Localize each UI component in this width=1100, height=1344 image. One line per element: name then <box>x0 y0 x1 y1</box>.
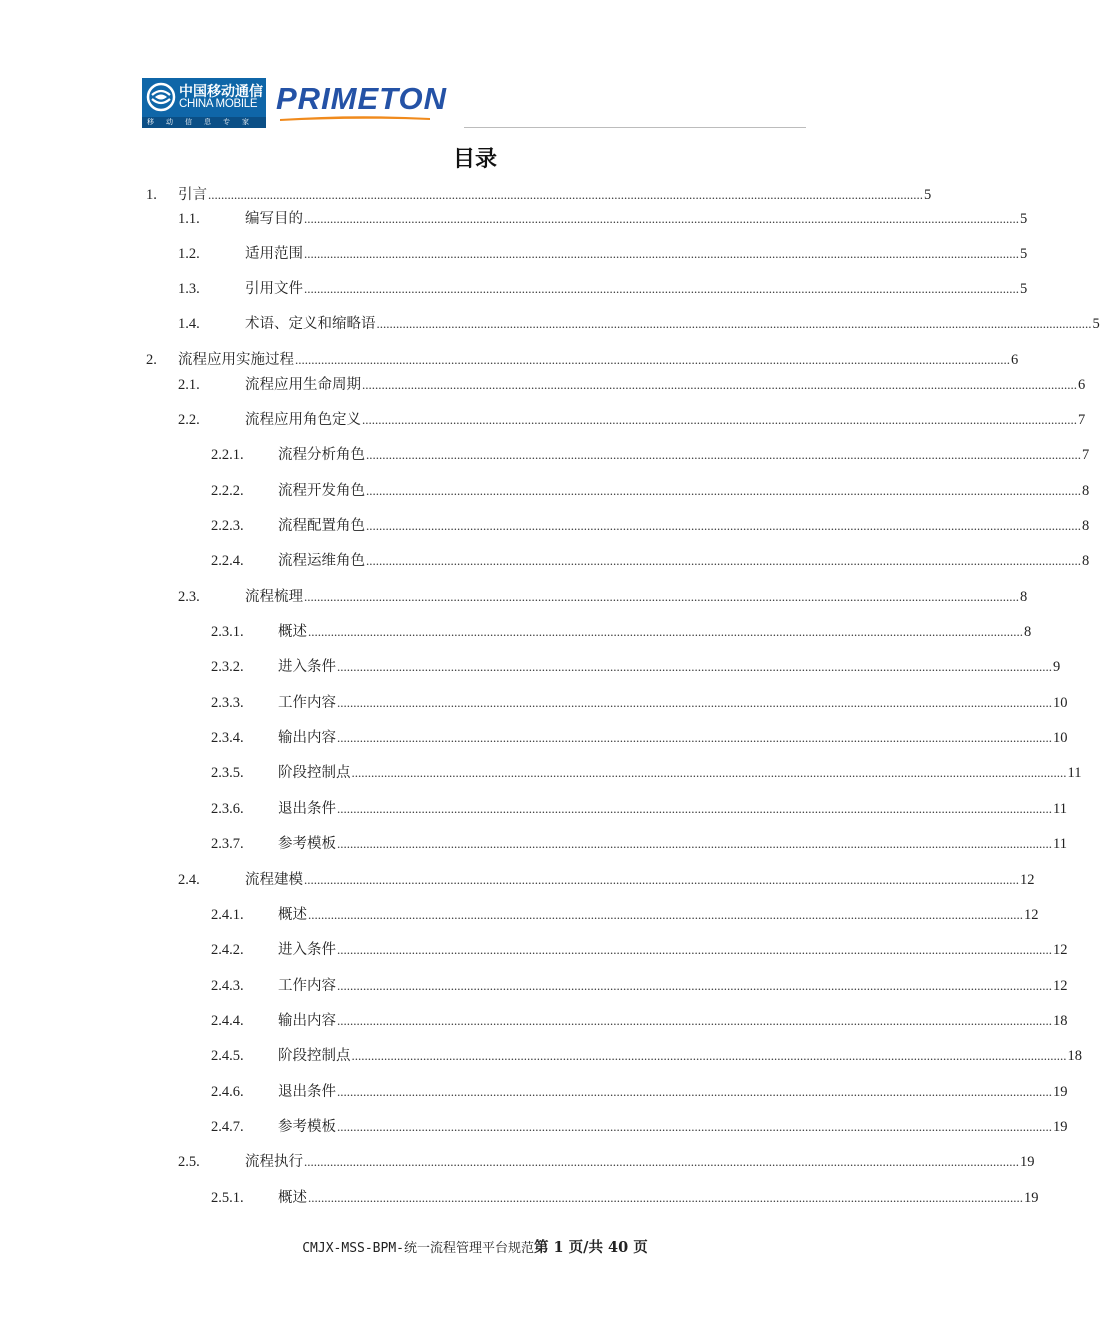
page-footer <box>0 1236 950 1257</box>
toc-entry-page: 7 <box>1082 447 1090 463</box>
toc-entry-leader <box>278 798 1067 820</box>
toc-entry[interactable] <box>0 480 1090 502</box>
toc-entry-number: 1.1. <box>178 211 200 227</box>
toc-dot-leader: ............................................................................................................................................................................................................................ <box>337 695 1052 710</box>
toc-entry-title[interactable]: 流程应用实施过程 <box>178 352 294 368</box>
toc-entry-number: 1.2. <box>178 246 200 262</box>
toc-entry-leader <box>278 904 1039 926</box>
toc-entry[interactable] <box>0 313 1100 335</box>
page-header <box>142 78 806 130</box>
toc-entry-title[interactable]: 输出内容 <box>278 1013 336 1029</box>
toc-entry-number: 1.3. <box>178 281 200 297</box>
toc-entry-title[interactable]: 输出内容 <box>278 730 336 746</box>
toc-entry[interactable] <box>0 727 1068 749</box>
primeton-logo <box>276 81 462 123</box>
toc-entry[interactable] <box>0 1081 1068 1103</box>
toc-entry[interactable] <box>0 409 1086 431</box>
toc-entry[interactable] <box>0 692 1068 714</box>
toc-entry-leader <box>278 692 1068 714</box>
toc-entry-leader <box>245 374 1086 396</box>
toc-entry-title[interactable]: 流程运维角色 <box>278 553 365 569</box>
toc-entry-number: 2.3. <box>178 589 200 605</box>
toc-entry-title[interactable]: 术语、定义和缩略语 <box>245 316 376 332</box>
toc-entry-title[interactable]: 概述 <box>278 1190 307 1206</box>
toc-entry-leader <box>278 656 1061 678</box>
toc-dot-leader: ............................................................................................................................................................................................................................ <box>362 412 1077 427</box>
toc-dot-leader: ............................................................................................................................................................................................................................ <box>308 907 1023 922</box>
toc-entry-number: 2. <box>146 352 157 368</box>
toc-entry-number: 2.3.2. <box>211 659 244 675</box>
toc-entry-title[interactable]: 概述 <box>278 624 307 640</box>
toc-entry-number: 2.1. <box>178 377 200 393</box>
toc-entry-leader <box>278 515 1090 537</box>
toc-dot-leader: ............................................................................................................................................................................................................................ <box>304 872 1019 887</box>
toc-dot-leader: ............................................................................................................................................................................................................................ <box>337 1119 1052 1134</box>
toc-entry[interactable] <box>0 515 1090 537</box>
toc-entry-page: 12 <box>1020 872 1035 888</box>
toc-entry-title[interactable]: 退出条件 <box>278 1084 336 1100</box>
toc-entry-leader <box>278 833 1067 855</box>
toc-entry[interactable] <box>0 621 1032 643</box>
toc-entry-number: 2.5.1. <box>211 1190 244 1206</box>
toc-entry-leader <box>245 278 1028 300</box>
toc-entry[interactable] <box>0 374 1086 396</box>
toc-entry-number: 2.2.4. <box>211 553 244 569</box>
toc-entry-leader <box>278 621 1032 643</box>
toc-dot-leader: ............................................................................................................................................................................................................................ <box>337 730 1052 745</box>
toc-entry-number: 2.4.1. <box>211 907 244 923</box>
toc-entry-title[interactable]: 流程分析角色 <box>278 447 365 463</box>
toc-entry-leader <box>278 975 1068 997</box>
toc-entry-number: 2.3.1. <box>211 624 244 640</box>
toc-dot-leader: ............................................................................................................................................................................................................................ <box>304 281 1019 296</box>
toc-entry-number: 2.4.2. <box>211 942 244 958</box>
toc-entry-page: 5 <box>1020 246 1028 262</box>
toc-entry-page: 8 <box>1082 518 1090 534</box>
toc-entry-title[interactable]: 参考模板 <box>278 836 336 852</box>
toc-entry-title[interactable]: 适用范围 <box>245 246 303 262</box>
toc-entry-title[interactable]: 参考模板 <box>278 1119 336 1135</box>
toc-entry-number: 2.3.5. <box>211 765 244 781</box>
toc-entry-page: 12 <box>1053 942 1068 958</box>
toc-entry-title[interactable]: 工作内容 <box>278 978 336 994</box>
toc-entry-title[interactable]: 工作内容 <box>278 695 336 711</box>
toc-dot-leader: ............................................................................................................................................................................................................................ <box>337 942 1052 957</box>
toc-entry-number: 2.4.5. <box>211 1048 244 1064</box>
toc-entry-page: 10 <box>1053 695 1068 711</box>
toc-entry[interactable] <box>0 184 950 206</box>
toc-entry-page: 11 <box>1053 801 1067 817</box>
toc-entry-page: 18 <box>1053 1013 1068 1029</box>
logo-cn-text: 中国移动通信 <box>179 84 263 100</box>
toc-entry[interactable] <box>0 243 1028 265</box>
toc-entry-leader <box>245 586 1028 608</box>
toc-entry-leader <box>278 1045 1082 1067</box>
logo-tagline: 移动信息专家 <box>142 117 266 128</box>
toc-dot-leader: ............................................................................................................................................................................................................................ <box>304 211 1019 226</box>
toc-dot-leader: ............................................................................................................................................................................................................................ <box>337 836 1052 851</box>
toc-dot-leader: ............................................................................................................................................................................................................................ <box>351 765 1067 780</box>
toc-entry[interactable] <box>0 833 1067 855</box>
toc-entry-page: 12 <box>1053 978 1068 994</box>
toc-entry[interactable] <box>0 656 1061 678</box>
toc-entry[interactable] <box>0 586 1028 608</box>
toc-entry-title[interactable]: 流程建模 <box>245 872 303 888</box>
toc-entry-page: 5 <box>1020 211 1028 227</box>
toc-entry-title[interactable]: 编写目的 <box>245 211 303 227</box>
toc-entry-number: 2.3.4. <box>211 730 244 746</box>
toc-entry[interactable] <box>0 278 1028 300</box>
toc-entry[interactable] <box>0 1010 1068 1032</box>
toc-dot-leader: ............................................................................................................................................................................................................................ <box>351 1048 1067 1063</box>
toc-entry-leader <box>245 1151 1035 1173</box>
toc-entry-page: 8 <box>1082 483 1090 499</box>
toc-entry-number: 2.4.3. <box>211 978 244 994</box>
toc-entry-number: 1.4. <box>178 316 200 332</box>
toc-entry[interactable] <box>0 1187 1039 1209</box>
footer-page-info: 第 1 页/共 40 页 <box>533 1239 648 1256</box>
toc-entry-number: 2.4.4. <box>211 1013 244 1029</box>
primeton-wordmark: PRIMETON <box>276 81 448 116</box>
toc-entry-leader <box>245 869 1035 891</box>
toc-entry[interactable] <box>0 975 1068 997</box>
toc-dot-leader: ............................................................................................................................................................................................................................ <box>308 1190 1023 1205</box>
toc-dot-leader: ............................................................................................................................................................................................................................ <box>366 483 1081 498</box>
toc-entry[interactable] <box>0 1151 1035 1173</box>
toc-entry-page: 11 <box>1053 836 1067 852</box>
toc-dot-leader: ............................................................................................................................................................................................................................ <box>295 352 1010 367</box>
toc-entry-title[interactable]: 阶段控制点 <box>278 1048 351 1064</box>
toc-entry[interactable] <box>0 939 1068 961</box>
toc-entry-page: 11 <box>1067 765 1082 781</box>
toc-entry-leader <box>278 762 1082 784</box>
toc-entry-number: 2.4.6. <box>211 1084 244 1100</box>
toc-entry-leader <box>178 184 932 206</box>
toc-entry-page: 8 <box>1082 553 1090 569</box>
toc-entry-leader <box>178 349 1019 371</box>
china-mobile-logo <box>142 78 266 128</box>
toc-entry-title[interactable]: 退出条件 <box>278 801 336 817</box>
china-mobile-emblem-icon <box>146 82 176 112</box>
toc-entry-number: 2.3.7. <box>211 836 244 852</box>
toc-dot-leader: ............................................................................................................................................................................................................................ <box>304 1154 1019 1169</box>
toc-dot-leader: ............................................................................................................................................................................................................................ <box>337 1084 1052 1099</box>
toc-dot-leader: ............................................................................................................................................................................................................................ <box>366 553 1081 568</box>
toc-entry-leader <box>278 939 1068 961</box>
header-divider <box>464 127 806 128</box>
footer-doc-id: CMJX-MSS-BPM-统一流程管理平台规范 <box>302 1241 534 1256</box>
toc-entry-title[interactable]: 流程应用角色定义 <box>245 412 361 428</box>
toc-dot-leader: ............................................................................................................................................................................................................................ <box>337 801 1052 816</box>
toc-entry-page: 5 <box>1020 281 1028 297</box>
toc-dot-leader: ............................................................................................................................................................................................................................ <box>337 978 1052 993</box>
toc-entry-page: 7 <box>1078 412 1086 428</box>
toc-entry-leader <box>278 1116 1068 1138</box>
toc-entry-page: 12 <box>1024 907 1039 923</box>
toc-entry-title[interactable]: 流程配置角色 <box>278 518 365 534</box>
toc-entry-page: 18 <box>1067 1048 1082 1064</box>
toc-entry-number: 2.4. <box>178 872 200 888</box>
toc-entry-title[interactable]: 进入条件 <box>278 659 336 675</box>
toc-entry-page: 8 <box>1024 624 1032 640</box>
toc-entry-page: 10 <box>1053 730 1068 746</box>
toc-entry[interactable] <box>0 208 1028 230</box>
toc-entry-title[interactable]: 引用文件 <box>245 281 303 297</box>
toc-entry-page: 8 <box>1020 589 1028 605</box>
toc-entry-leader <box>245 409 1086 431</box>
toc-entry[interactable] <box>0 1045 1082 1067</box>
toc-entry-leader <box>245 208 1028 230</box>
toc-entry-title[interactable]: 流程开发角色 <box>278 483 365 499</box>
toc-entry-leader <box>245 243 1028 265</box>
toc-entry[interactable] <box>0 444 1090 466</box>
toc-dot-leader: ............................................................................................................................................................................................................................ <box>337 659 1052 674</box>
toc-dot-leader: ............................................................................................................................................................................................................................ <box>376 316 1092 331</box>
toc-entry-title[interactable]: 进入条件 <box>278 942 336 958</box>
toc-entry-number: 2.2. <box>178 412 200 428</box>
toc-entry[interactable] <box>0 798 1067 820</box>
toc-entry-number: 2.2.2. <box>211 483 244 499</box>
toc-dot-leader: ............................................................................................................................................................................................................................ <box>366 518 1081 533</box>
toc-entry-number: 2.3.6. <box>211 801 244 817</box>
toc-entry-title[interactable]: 流程执行 <box>245 1154 303 1170</box>
toc-entry-page: 5 <box>924 187 932 203</box>
toc-dot-leader: ............................................................................................................................................................................................................................ <box>366 447 1081 462</box>
toc-entry-leader <box>245 313 1100 335</box>
toc-entry-page: 19 <box>1053 1084 1068 1100</box>
toc-entry-title[interactable]: 阶段控制点 <box>278 765 351 781</box>
toc-dot-leader: ............................................................................................................................................................................................................................ <box>362 377 1077 392</box>
toc-entry-title[interactable]: 流程梳理 <box>245 589 303 605</box>
toc-entry-number: 1. <box>146 187 157 203</box>
toc-dot-leader: ............................................................................................................................................................................................................................ <box>208 187 923 202</box>
toc-entry-leader <box>278 1081 1068 1103</box>
toc-entry-page: 19 <box>1020 1154 1035 1170</box>
toc-entry-leader <box>278 1187 1039 1209</box>
toc-entry-page: 19 <box>1053 1119 1068 1135</box>
toc-entry-leader <box>278 1010 1068 1032</box>
toc-entry-number: 2.2.3. <box>211 518 244 534</box>
toc-entry[interactable] <box>0 1116 1068 1138</box>
toc-entry-page: 6 <box>1011 352 1019 368</box>
toc-entry-leader <box>278 727 1068 749</box>
toc-entry-number: 2.5. <box>178 1154 200 1170</box>
toc-entry-number: 2.4.7. <box>211 1119 244 1135</box>
toc-entry-leader <box>278 444 1090 466</box>
toc-entry-page: 9 <box>1053 659 1061 675</box>
toc-entry-page: 5 <box>1092 316 1100 332</box>
toc-entry-page: 19 <box>1024 1190 1039 1206</box>
logo-en-text: CHINA MOBILE <box>179 98 258 110</box>
toc-entry[interactable] <box>0 904 1039 926</box>
toc-dot-leader: ............................................................................................................................................................................................................................ <box>337 1013 1052 1028</box>
toc-entry-title[interactable]: 流程应用生命周期 <box>245 377 361 393</box>
toc-entry-title[interactable]: 概述 <box>278 907 307 923</box>
toc-entry[interactable] <box>0 762 1082 784</box>
primeton-swoosh-icon <box>280 115 430 121</box>
toc-entry[interactable] <box>0 349 1019 371</box>
toc-entry-leader <box>278 480 1090 502</box>
toc-entry-page: 6 <box>1078 377 1086 393</box>
toc-entry[interactable] <box>0 550 1090 572</box>
toc-entry-leader <box>278 550 1090 572</box>
toc-entry[interactable] <box>0 869 1035 891</box>
toc-entry-title[interactable]: 引言 <box>178 187 207 203</box>
toc-title: 目录 <box>452 147 497 172</box>
toc-dot-leader: ............................................................................................................................................................................................................................ <box>308 624 1023 639</box>
toc-dot-leader: ............................................................................................................................................................................................................................ <box>304 246 1019 261</box>
toc-entry-number: 2.2.1. <box>211 447 244 463</box>
toc-dot-leader: ............................................................................................................................................................................................................................ <box>304 589 1019 604</box>
toc-entry-number: 2.3.3. <box>211 695 244 711</box>
